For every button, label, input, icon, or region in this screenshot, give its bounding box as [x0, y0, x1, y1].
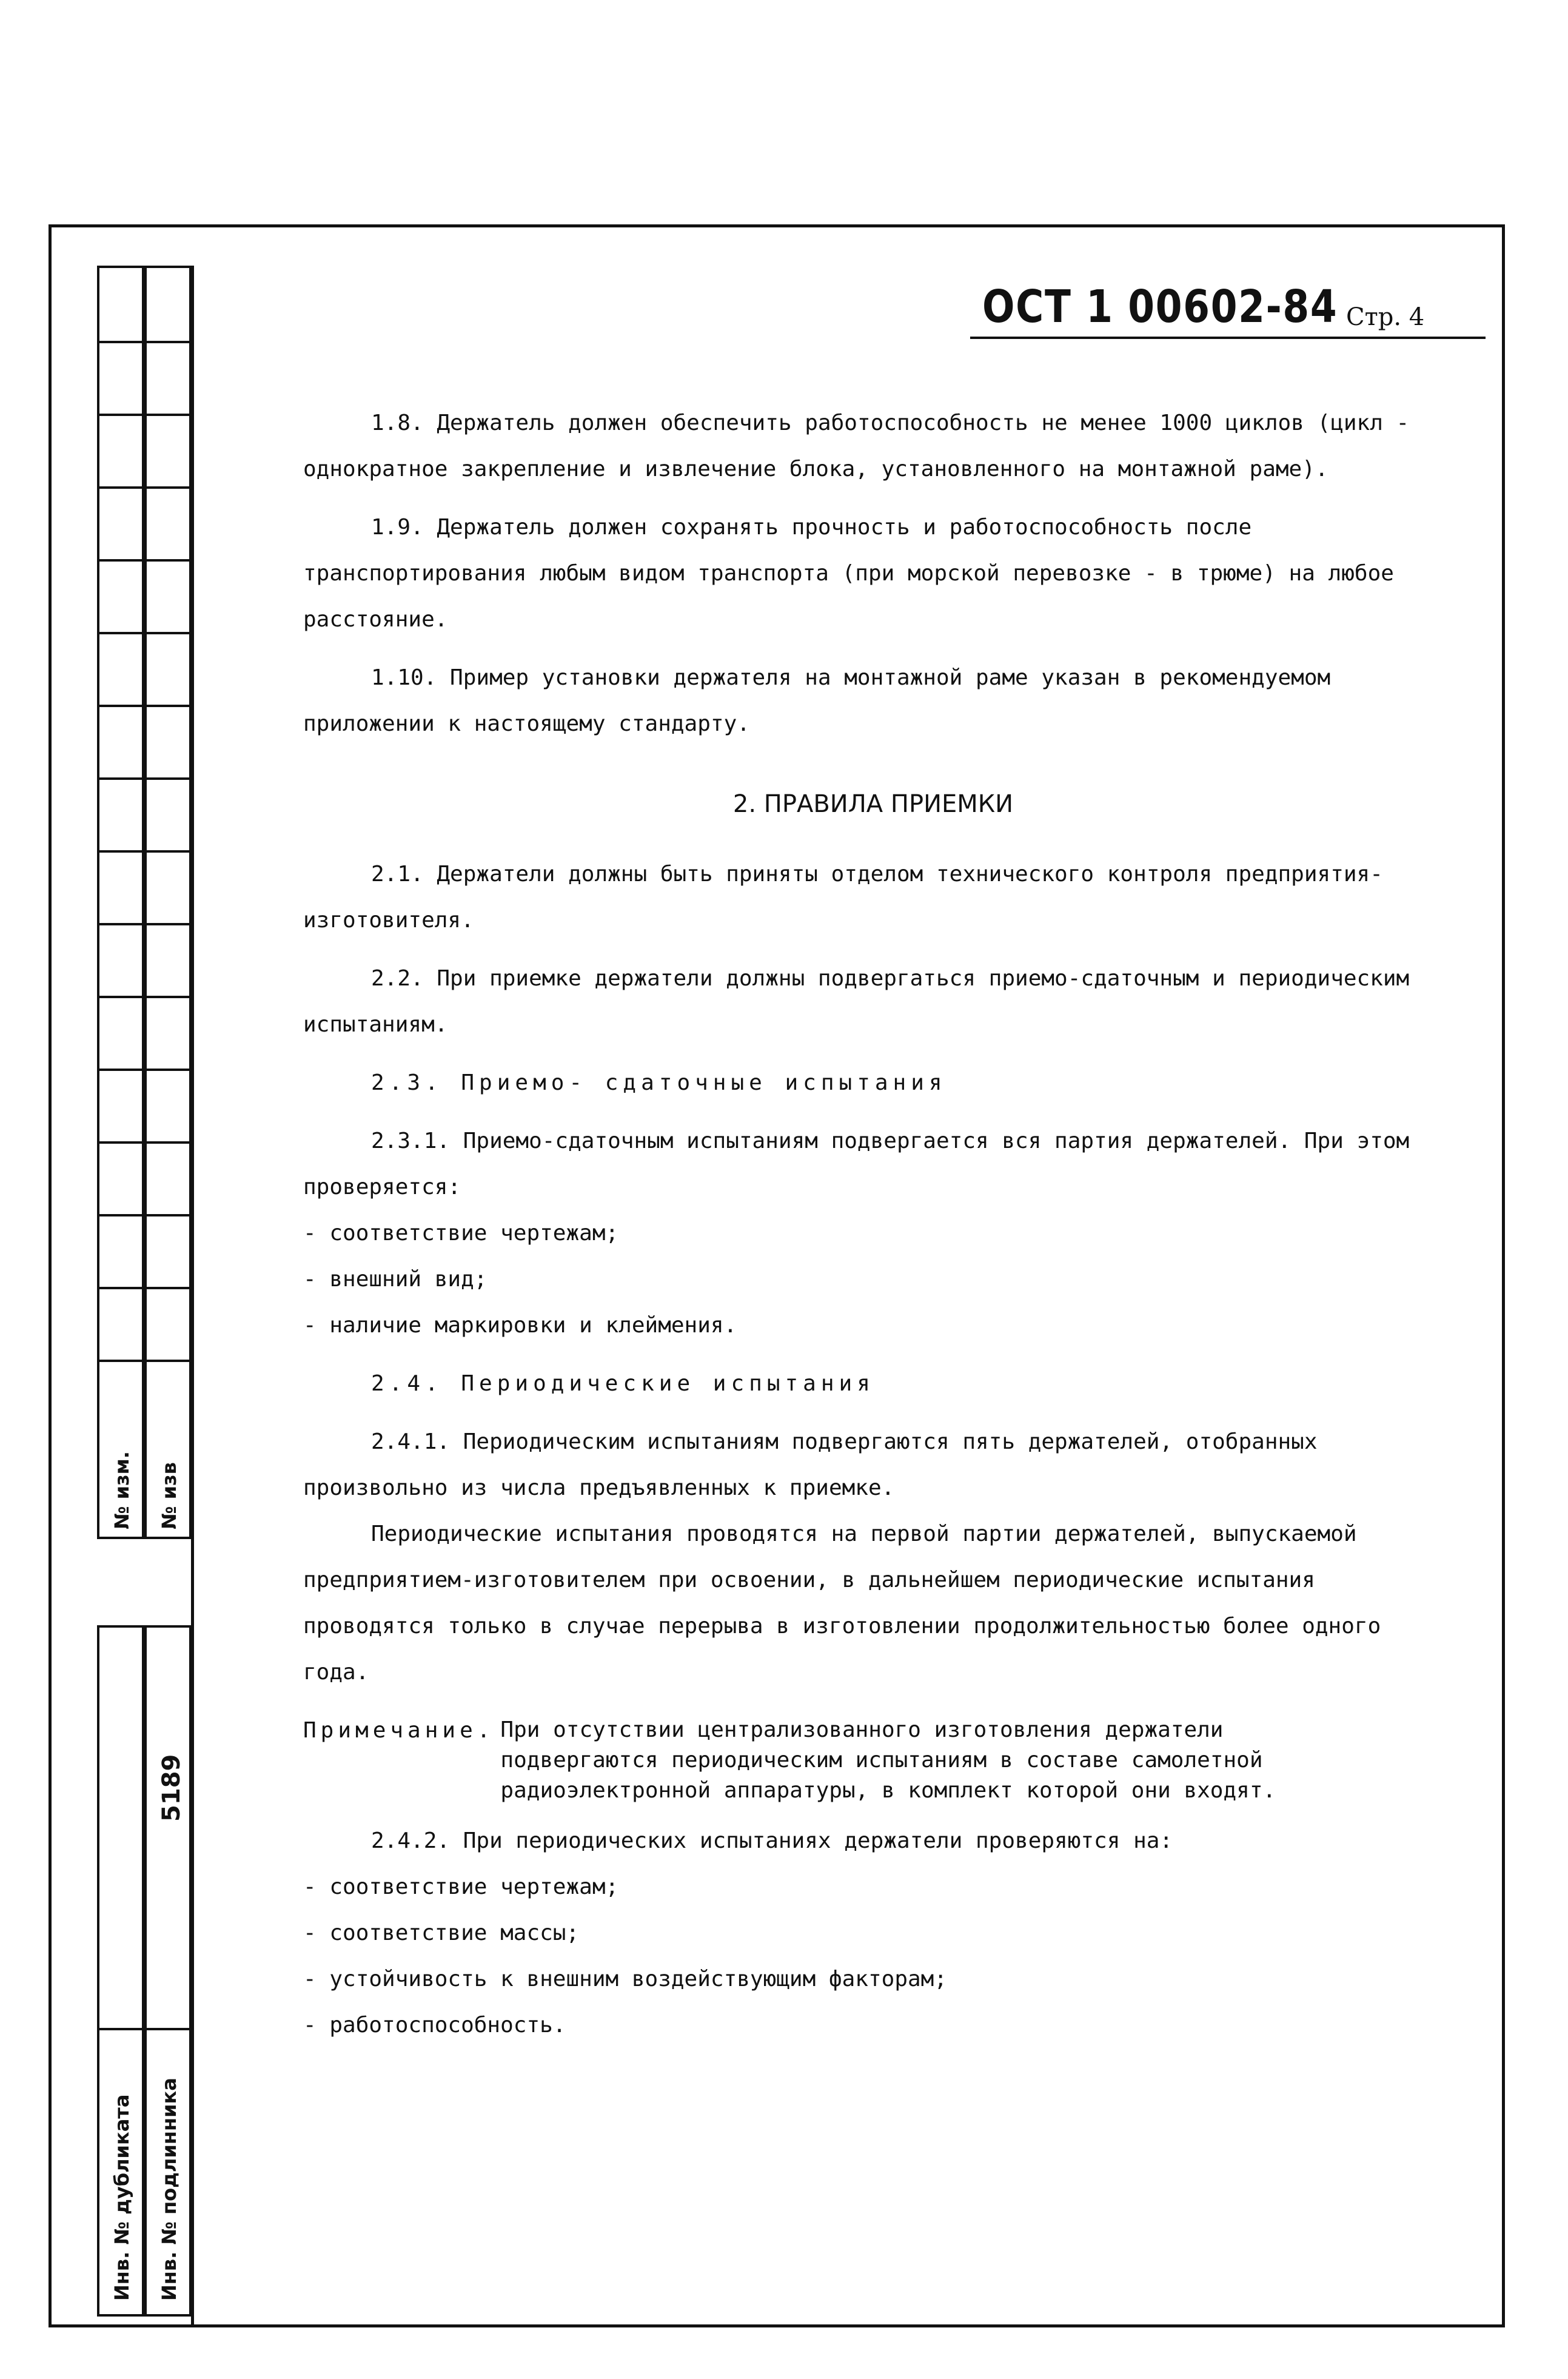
- section-2-title: 2. ПРАВИЛА ПРИЕМКИ: [732, 790, 1014, 818]
- clause-2-4-heading: 2.4. Периодические испытания: [371, 1371, 875, 1396]
- document-body: [303, 400, 1443, 2048]
- clause-1-9: 1.9. Держатель должен сохранять прочность и работоспособность после транспортирования любым видом транспорта (при морской перевозке - в трюме) на любое расстояние.: [303, 515, 1394, 632]
- stamp-inv-number: 5189: [158, 1754, 186, 1822]
- page-number: Стр. 4: [1346, 303, 1425, 331]
- clause-2-3-1: 2.3.1. Приемо-сдаточным испытаниям подвергается вся партия держателей. При этом проверяется:: [303, 1129, 1410, 1200]
- document-code: ОСТ 1 00602-84: [982, 281, 1338, 333]
- list-item: - работоспособность.: [303, 2013, 566, 2038]
- list-item: - соответствие чертежам;: [303, 1874, 619, 1899]
- stamp-original-inv: Инв. № подлинника: [158, 2078, 181, 2301]
- stamp-notice-number: № изв: [158, 1462, 181, 1529]
- stamp-column-left: [97, 266, 144, 1539]
- stamp-duplicate-inv: Инв. № дубликата: [110, 2094, 133, 2301]
- clause-2-4-1: 2.4.1. Периодическим испытаниям подвергаются пять держателей, отобранных произвольно из числа предъявленных к приемке.: [303, 1429, 1318, 1500]
- note-block: [303, 1708, 1443, 1806]
- page-header: [970, 276, 1486, 339]
- note-label: Примечание.: [303, 1718, 495, 1743]
- list-item: - внешний вид;: [303, 1267, 487, 1292]
- list-item: - наличие маркировки и клеймения.: [303, 1313, 737, 1338]
- stamp-column-right: [144, 266, 192, 1539]
- clause-2-1: 2.1. Держатели должны быть приняты отделом технического контроля предприятия-изготовителя.: [303, 862, 1383, 933]
- stamp-rev-number: № изм.: [110, 1451, 133, 1529]
- clause-2-4-1-continued: Периодические испытания проводятся на первой партии держателей, выпускаемой предприятием-изготовителем при освоении, в дальнейшем периодические испытания проводятся только в случае перерыва в изготовлении продолжительностью более одного года.: [303, 1522, 1381, 1685]
- clause-1-10: 1.10. Пример установки держателя на монтажной раме указан в рекомендуемом приложении к настоящему стандарту.: [303, 665, 1331, 736]
- list-item: - соответствие чертежам;: [303, 1221, 619, 1246]
- list-item: - устойчивость к внешним воздействующим факторам;: [303, 1967, 948, 1991]
- clause-2-4-2: 2.4.2. При периодических испытаниях держатели проверяются на:: [371, 1828, 1173, 1853]
- clause-2-3-heading: 2.3. Приемо- сдаточные испытания: [371, 1070, 947, 1095]
- stamp-column-left-lower: [97, 1625, 144, 2317]
- note-text: При отсутствии централизованного изготовления держатели подвергаются периодическим испытаниям в составе самолетной радиоэлектронной аппаратуры, в комплект которой они входят.: [500, 1717, 1276, 1803]
- stamp-column-right-lower: [144, 1625, 192, 2317]
- clause-1-8: 1.8. Держатель должен обеспечить работоспособность не менее 1000 циклов (цикл - однократное закрепление и извлечение блока, установленного на монтажной раме).: [303, 411, 1410, 482]
- clause-2-2: 2.2. При приемке держатели должны подвергаться приемо-сдаточным и периодическим испытаниям.: [303, 966, 1410, 1037]
- list-item: - соответствие массы;: [303, 1921, 580, 1945]
